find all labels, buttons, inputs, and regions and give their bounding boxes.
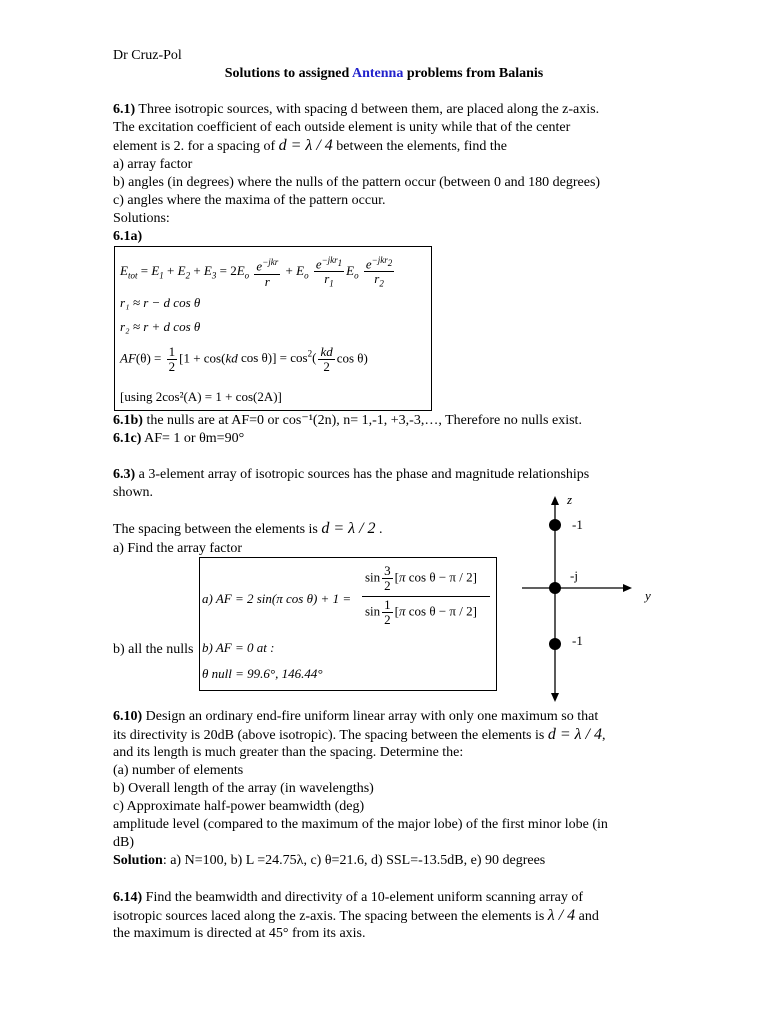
p63-spacing-end: . (379, 522, 383, 537)
p61-solutions: Solutions: (113, 211, 170, 226)
p63-line2: shown. (113, 485, 154, 500)
p61-sol-c-label: 6.1c) (113, 431, 142, 446)
y-label: y (645, 588, 651, 603)
eq-r1: r₁ ≈ r − d cos θ (120, 295, 201, 310)
p63-spacing-eq: d = λ / 2 (321, 520, 376, 537)
z-arrow-up (551, 496, 559, 505)
mid-coef: -j (570, 568, 578, 583)
p63-eq-b: b) AF = 0 at : (202, 640, 275, 655)
eq-r2: r₂ ≈ r + d cos θ (120, 319, 201, 334)
p610-text2a: its directivity is 20dB (above isotropic). The spacing between the elements is (113, 728, 545, 743)
p63-spacing (113, 520, 383, 539)
p610-sol-text: : a) N=100, b) L =24.75λ, c) θ=21.6, d) SSL=-13.5dB, e) 90 degrees (162, 853, 546, 868)
p63-eq-null: θ null = 99.6°, 146.44° (202, 666, 323, 681)
element-top (549, 519, 561, 531)
element-middle (549, 582, 561, 594)
p61-line2: The excitation coefficient of each outside element is unity while that of the center (113, 120, 571, 135)
p614-text2b: and (578, 909, 599, 924)
p614-line3: the maximum is directed at 45° from its axis. (113, 926, 366, 941)
p61-text3a: element is 2. for a spacing of (113, 139, 276, 154)
title-highlight: Antenna (351, 66, 404, 81)
p61-sol-b-label: 6.1b) (113, 413, 143, 428)
p63-equation-box (199, 557, 497, 691)
p610-d1: amplitude level (compared to the maximum of the major lobe) of the first minor lobe (in (113, 817, 608, 832)
p610-line3: and its length is much greater than the spacing. Determine the: (113, 745, 464, 760)
p614-spacing-eq: λ / 4 (547, 907, 576, 924)
bottom-coef: -1 (572, 633, 583, 648)
p610-solution (113, 852, 545, 870)
element-bottom (549, 638, 561, 650)
p610-sol-label: Solution (113, 853, 163, 868)
eq-af: AF(θ) = $\frac{1}{2}$ [1 + cos(kd $\cos \theta)] = \cos^2$( $\frac{kd}{2}$ cos θ) (120, 344, 368, 374)
p614-text1: Find the beamwidth and directivity of a 10-element uniform scanning array of (145, 890, 584, 905)
p614-line2 (113, 907, 599, 926)
p614-line1 (113, 889, 583, 907)
p610-b: b) Overall length of the array (in wavelengths) (113, 781, 374, 796)
z-label: z (567, 492, 573, 507)
p61-equation-box (114, 246, 432, 411)
array-diagram (520, 490, 670, 710)
author: Dr Cruz-Pol (113, 48, 182, 63)
p61-sol-c-text: AF= 1 or θm=90° (144, 431, 245, 446)
p61-sol-b-text: the nulls are at AF=0 or cos⁻¹(2n), n= 1,-1, +3,-3,…, Therefore no nulls exist. (146, 413, 582, 428)
p610-label: 6.10) (113, 709, 143, 724)
p610-d2: dB) (113, 835, 134, 850)
eq-etot: $E_{tot} = E_1 + E_2 + E_3 = 2E_o$ $\frac{e^{-jkr}}{r}$ + $E_o$ $\frac{e^{-jkr_1}}{r_1}$ $E_o$ $\frac{e^{-jkr_2}}{r_2}$ (120, 255, 393, 289)
p61-spacing-eq: d = λ / 4 (278, 137, 333, 154)
p63-b: b) all the nulls (113, 642, 194, 657)
title-post: problems from Balanis (406, 66, 544, 81)
p614-text2a: isotropic sources laced along the z-axis. The spacing between the elements is (113, 909, 545, 924)
p61-line1 (113, 101, 599, 119)
p63-eq-den: sin $\frac{1}{2}$ [π cos θ − π / 2] (365, 597, 477, 627)
p61-c: c) angles where the maxima of the pattern occur. (113, 193, 386, 208)
p63-text1: a 3-element array of isotropic sources has the phase and magnitude relationships (138, 467, 590, 482)
p63-eq-af: a) AF = 2 sin(π cos θ) + 1 = (202, 591, 352, 606)
p61-a: a) array factor (113, 157, 193, 172)
p610-text1: Design an ordinary end-fire uniform linear array with only one maximum so that (145, 709, 599, 724)
p61-b: b) angles (in degrees) where the nulls of the pattern occur (between 0 and 180 degrees) (113, 175, 601, 190)
p63-eq-num: sin $\frac{3}{2}$ [π cos θ − π / 2] (365, 563, 477, 593)
p61-label: 6.1) (113, 102, 136, 117)
y-arrow (623, 584, 632, 592)
title-pre: Solutions to assigned (224, 66, 350, 81)
p63-spacing-text: The spacing between the elements is (113, 522, 318, 537)
top-coef: -1 (572, 517, 583, 532)
p610-spacing-eq: d = λ / 4 (547, 726, 602, 743)
p63-line1 (113, 466, 589, 484)
p614-label: 6.14) (113, 890, 143, 905)
p63-label: 6.3) (113, 467, 136, 482)
p61-text1: Three isotropic sources, with spacing d between them, are placed along the z-axis. (138, 102, 600, 117)
p61-sol-a-label: 6.1a) (113, 229, 143, 244)
p63-frac-bar (362, 596, 490, 597)
p61-text3b: between the elements, find the (336, 139, 507, 154)
p610-line1 (113, 708, 598, 726)
eq-using: [using 2cos²(A) = 1 + cos(2A)] (120, 389, 282, 404)
z-arrow-down (551, 693, 559, 702)
p61-sol-c (113, 430, 244, 448)
p610-c: c) Approximate half-power beamwidth (deg) (113, 799, 365, 814)
p610-line2 (113, 726, 605, 745)
p61-sol-b (113, 412, 582, 430)
p61-line3 (113, 137, 507, 156)
p610-text2b: , (601, 728, 606, 743)
p610-a: (a) number of elements (113, 763, 244, 778)
p63-a: a) Find the array factor (113, 541, 243, 556)
page-title (0, 66, 768, 82)
